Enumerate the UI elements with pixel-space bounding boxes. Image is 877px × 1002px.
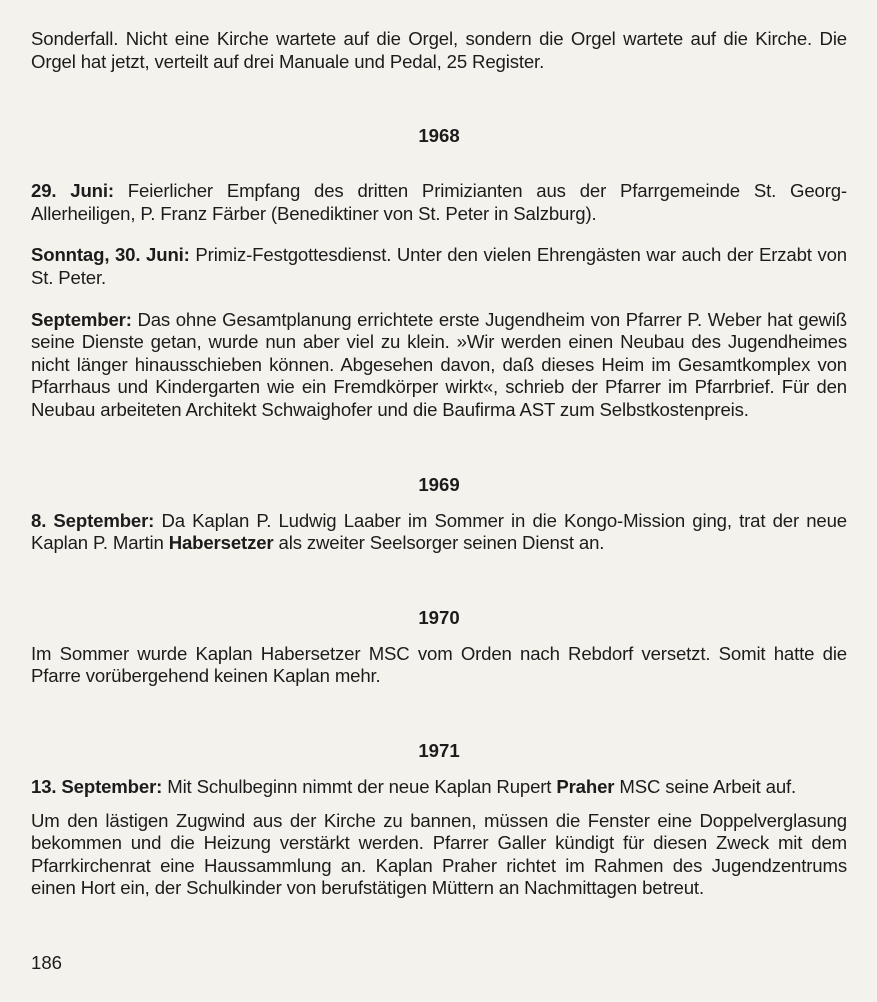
entry-sonntag-30-juni: [31, 244, 847, 289]
paragraph-zugwind: Um den lästigen Zugwind aus der Kirche zu bannen, müssen die Fenster eine Doppelverglasung bekommen und die Heizung verstärkt werden. Pfarrer Galler kündigt für diesen Zweck mit dem Pfarrkirchenrat eine Haussammlung an. Kaplan Praher richtet im Rahmen des Jugendzentrums einen Hort ein, der Schulkinder von berufstätigen Müttern an Nachmittagen betreut.: [31, 809, 847, 899]
year-heading-1971: 1971: [418, 739, 460, 761]
year-heading-1968: 1968: [418, 125, 460, 147]
page-number: 186: [31, 952, 63, 973]
entry-29-juni: [31, 180, 847, 225]
year-heading-1970: 1970: [418, 606, 460, 628]
paragraph-kaplan-versetzt: Im Sommer wurde Kaplan Habersetzer MSC vom Orden nach Rebdorf versetzt. Somit hatte die Pfarre vorübergehend keinen Kaplan mehr.: [31, 642, 847, 687]
entry-september-1968: [31, 309, 847, 422]
entry-8-september: [31, 510, 847, 555]
person-name: Praher: [556, 775, 615, 797]
paragraph-orgel: Sonderfall. Nicht eine Kirche wartete auf die Orgel, sondern die Orgel wartete auf die Kirche. Die Orgel hat jetzt, verteilt auf drei Manuale und Pedal, 25 Register.: [31, 28, 847, 72]
entry-text: Mit Schulbeginn nimmt der neue Kaplan Rupert: [162, 775, 557, 797]
entry-text: Primiz-Festgottesdienst. Unter den vielen Ehrengästen war auch der Erzabt von St. Peter.: [31, 244, 847, 288]
year-heading-1969: 1969: [418, 473, 460, 495]
entry-text: Das ohne Gesamtplanung errichtete erste Jugendheim von Pfarrer P. Weber hat gewiß seine Dienste getan, wurde nun aber viel zu klein. »Wir werden einen Neubau des Jugendheimes nicht länger hinausschieben können. Abgesehen davon, daß dieses Heim im Gesamtkomplex von Pfarrhaus und Kindergarten wie ein Fremdkörper wirkt«, schrieb der Pfarrer im Pfarrbrief. Für den Neubau arbeiteten Architekt Schwaighofer und die Baufirma AST zum Selbstkostenpreis.: [31, 308, 847, 420]
entry-text: Da Kaplan P. Ludwig Laaber im Sommer in die Kongo-Mission ging, trat der neue Kaplan P. Martin: [31, 509, 847, 554]
entry-text: MSC seine Arbeit auf.: [614, 775, 797, 797]
person-name: Habersetzer: [168, 532, 274, 554]
entry-date: 13. September:: [31, 775, 163, 797]
entry-date: 8. September:: [31, 509, 155, 531]
entry-date: Sonntag, 30. Juni:: [31, 244, 190, 266]
entry-text: Feierlicher Empfang des dritten Primizianten aus der Pfarrgemeinde St. Georg-Allerheiligen, P. Franz Färber (Benediktiner von St. Peter in Salzburg).: [31, 180, 847, 224]
entry-13-september: [31, 776, 847, 799]
entry-text: als zweiter Seelsorger seinen Dienst an.: [273, 532, 605, 554]
entry-date: September:: [31, 308, 132, 330]
entry-date: 29. Juni:: [31, 180, 114, 202]
